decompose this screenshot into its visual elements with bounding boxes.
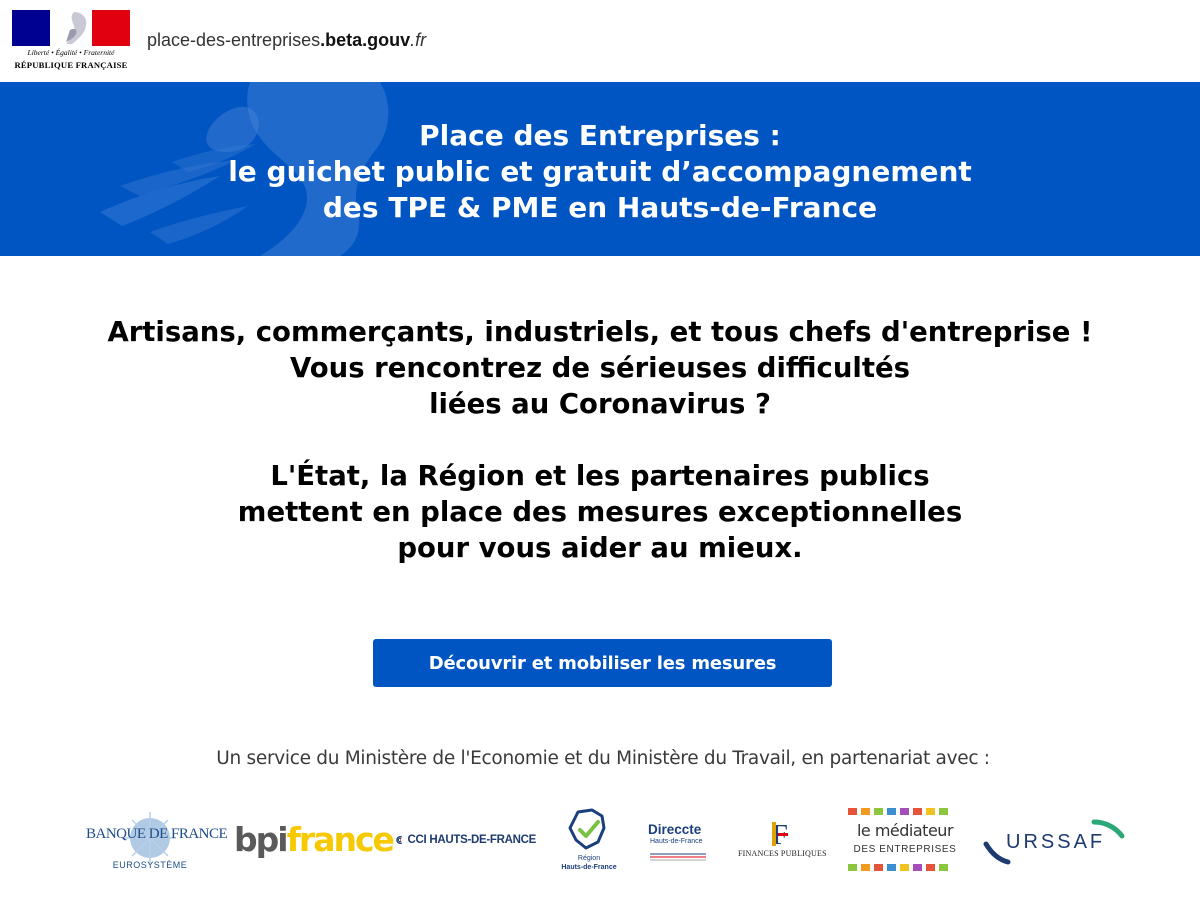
discover-measures-button[interactable]: Découvrir et mobiliser les mesures — [373, 639, 832, 687]
urssaf-name: URSSAF — [1006, 831, 1106, 853]
banque-de-france-logo[interactable] — [86, 808, 228, 874]
main-message — [0, 314, 1200, 566]
region-map-icon — [556, 808, 622, 854]
region-line2: Hauts-de-France — [561, 864, 617, 871]
tricolor-flag — [12, 10, 130, 46]
site-name-link[interactable] — [147, 30, 426, 51]
region-label — [556, 854, 622, 872]
hero-title — [0, 118, 1200, 226]
finances-f-icon — [738, 820, 822, 850]
service-statement: Un service du Ministère de l'Economie et du Ministère du Travail, en partenariat avec : — [216, 748, 990, 769]
republic-motto: Liberté • Égalité • Fraternité — [27, 48, 115, 57]
bpi-part: bpi — [234, 820, 287, 859]
bdf-sub: EUROSYSTÈME — [112, 860, 188, 870]
hero-title-line: le guichet public et gratuit d’accompagnement — [228, 155, 972, 188]
mediateur-top-squares-icon — [848, 808, 948, 815]
direccte-logo[interactable] — [648, 822, 710, 862]
message-line: mettent en place des mesures exceptionnelles — [237, 496, 963, 528]
bdf-name: BANQUE DE FRANCE — [86, 826, 228, 842]
direccte-name: Direccte — [648, 822, 702, 837]
mediateur-bottom-squares-icon — [848, 864, 948, 871]
message-line: pour vous aider au mieux. — [397, 532, 803, 564]
message-line: L'État, la Région et les partenaires publics — [270, 460, 930, 492]
mediateur-line1: le médiateur — [856, 821, 954, 840]
region-line1: Région — [577, 855, 601, 862]
message-line: Artisans, commerçants, industriels, et tous chefs d'entreprise ! — [107, 316, 1093, 348]
mediateur-line2: DES ENTREPRISES — [853, 844, 957, 855]
cci-logo[interactable] — [396, 828, 536, 852]
direccte-sub: Hauts-de-France — [650, 838, 703, 845]
cci-emblem-icon — [396, 830, 404, 850]
hero-title-line: Place des Entreprises : — [419, 119, 781, 152]
bpifrance-logo[interactable] — [234, 818, 393, 862]
direccte-lines-icon — [648, 851, 708, 861]
message-line: Vous rencontrez de sérieuses difficultés — [289, 352, 911, 384]
hero-banner — [0, 82, 1200, 256]
finances-publiques-logo[interactable] — [738, 820, 827, 862]
france-part: france — [286, 820, 393, 859]
site-name-prefix: place-des-entreprises — [147, 30, 321, 50]
region-hauts-de-france-logo[interactable] — [556, 808, 622, 874]
hero-title-line: des TPE & PME en Hauts-de-France — [322, 191, 878, 224]
paragraph-gap — [0, 422, 1200, 458]
site-name-bold: .beta.gouv — [320, 30, 411, 50]
republic-name: RÉPUBLIQUE FRANÇAISE — [14, 60, 128, 70]
site-name-suffix: .fr — [410, 30, 427, 50]
site-header — [0, 0, 1200, 82]
finances-name: FINANCES PUBLIQUES — [738, 849, 827, 858]
urssaf-logo[interactable] — [982, 814, 1126, 866]
cci-name: CCI HAUTS-DE-FRANCE — [407, 834, 536, 846]
message-line: liées au Coronavirus ? — [429, 388, 771, 420]
republique-francaise-logo[interactable] — [12, 10, 130, 74]
mediateur-entreprises-logo[interactable] — [846, 806, 964, 874]
marianne-profile-icon — [64, 10, 96, 46]
